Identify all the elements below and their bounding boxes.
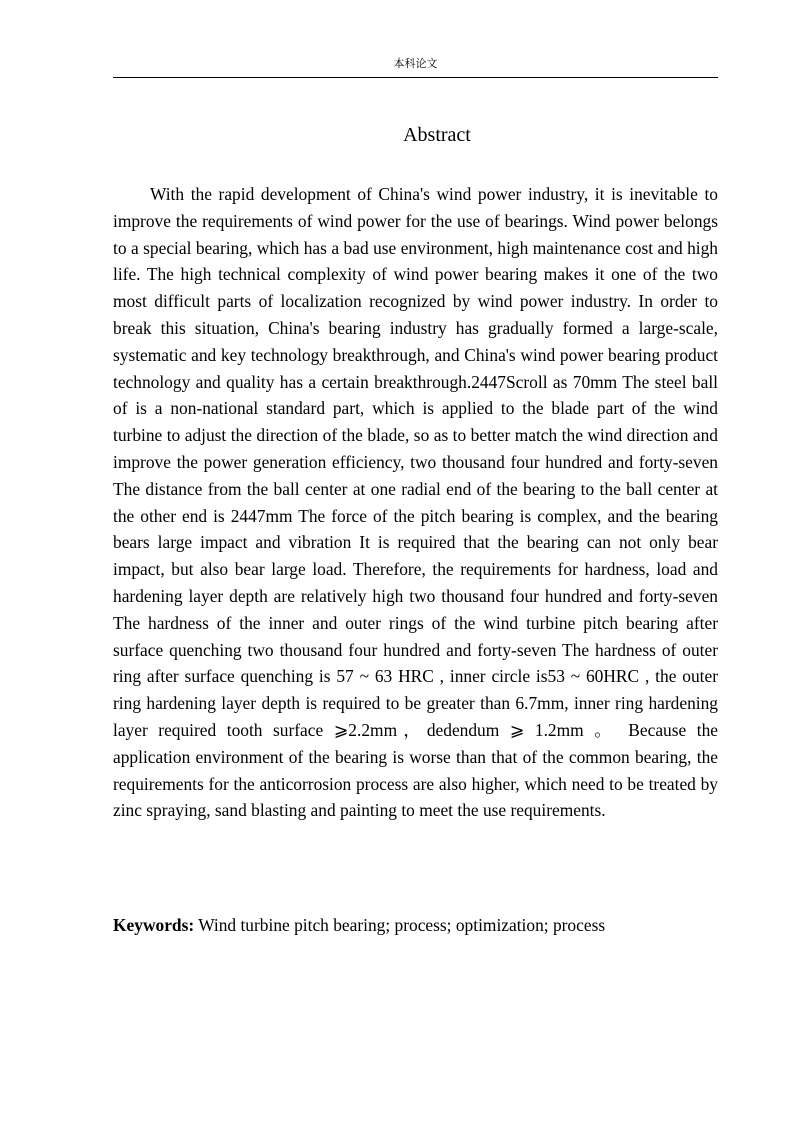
keywords-line [113,912,718,938]
abstract-body: With the rapid development of China's wind power industry, it is inevitable to improve the requirements of wind power for the use of bearings. Wind power belongs to a special bearing, which has a bad use environment, high maintenance cost and high life. The high technical complexity of wind power bearing makes it one of the two most difficult parts of localization recognized by wind power industry. In order to break this situation, China's bearing industry has gradually formed a large-scale, systematic and key technology breakthrough, and China's wind power bearing product technology and quality has a certain breakthrough.2447Scroll as 70mm The steel ball of is a non-national standard part, which is applied to the blade part of the wind turbine to adjust the direction of the blade, so as to better match the wind direction and improve the power generation efficiency, two thousand four hundred and forty-seven The distance from the ball center at one radial end of the bearing to the ball center at the other end is 2447mm The force of the pitch bearing is complex, and the bearing bears large impact and vibration It is required that the bearing can not only bear impact, but also bear large load. Therefore, the requirements for hardness, load and hardening layer depth are relatively high two thousand four hundred and forty-seven The hardness of the inner and outer rings of the wind turbine pitch bearing after surface quenching two thousand four hundred and forty-seven The hardness of outer ring after surface quenching is 57 ~ 63 HRC , inner circle is53 ~ 60HRC , the outer ring hardening layer depth is required to be greater than 6.7mm, inner ring hardening layer required tooth surface ⩾2.2mm，dedendum ⩾ 1.2mm 。 Because the application environment of the bearing is worse than that of the common bearing, the requirements for the anticorrosion process are also higher, which need to be treated by zinc spraying, sand blasting and painting to meet the use requirements. [113,184,718,821]
abstract-title: Abstract [403,124,471,146]
header-divider [113,77,718,78]
running-header: 本科论文 [393,57,438,70]
keywords-text: Wind turbine pitch bearing; process; optimization; process [194,915,606,935]
keywords-label: Keywords: [113,915,195,935]
